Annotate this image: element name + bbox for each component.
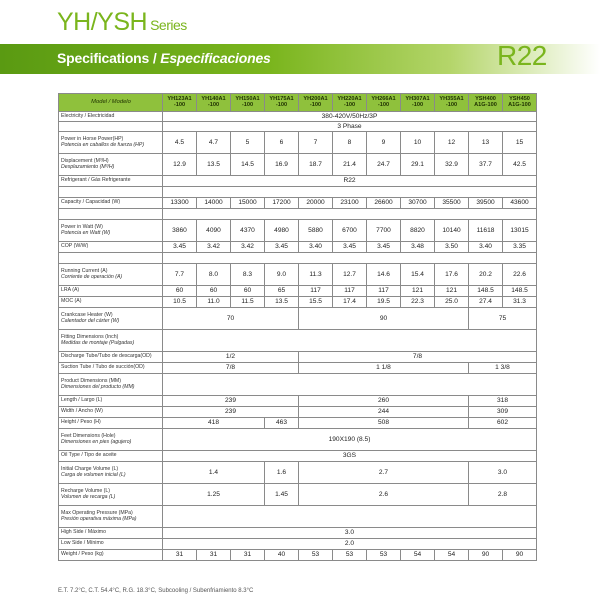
row-label-cell — [59, 308, 163, 330]
value-cell: 20.2 — [469, 264, 503, 286]
row-label-es: Corriente de operación (A) — [61, 273, 123, 280]
value-cell: 2.6 — [299, 484, 469, 506]
value-cell: 318 — [469, 396, 537, 407]
row-label: COP (W/W) — [61, 243, 89, 250]
row-label-cell — [59, 451, 163, 462]
value-cell: 12 — [435, 132, 469, 154]
table-row — [59, 198, 537, 209]
row-label-cell — [59, 112, 163, 122]
value-cell: 3.48 — [401, 242, 435, 253]
model-header-cell — [367, 94, 401, 112]
value-cell: 10 — [401, 132, 435, 154]
value-cell: 3.42 — [231, 242, 265, 253]
value-cell: 9 — [367, 132, 401, 154]
value-cell: 13015 — [503, 220, 537, 242]
table-header-row — [59, 94, 537, 112]
footnote: E.T. 7.2°C, C.T. 54.4°C, R.G. 18.3°C, Subcooling / Subenfriamiento 8.3°C — [58, 588, 254, 594]
value-cell: 60 — [197, 286, 231, 297]
value-cell: 1 3/8 — [469, 363, 537, 374]
value-cell: 17.6 — [435, 264, 469, 286]
value-cell: 13300 — [163, 198, 197, 209]
row-label-cell — [59, 374, 163, 396]
row-label: Capacity / Capacidad (W) — [61, 199, 121, 206]
value-cell: 9.0 — [265, 264, 299, 286]
model-name-part: YH150A1 — [235, 95, 260, 102]
row-label-cell — [59, 187, 163, 198]
table-row — [59, 484, 537, 506]
value-cell: 11.3 — [299, 264, 333, 286]
value-cell — [163, 209, 537, 220]
row-label: Suction Tube / Tubo de succión(OD) — [61, 364, 145, 371]
value-cell: 4090 — [197, 220, 231, 242]
model-name-part: -100 — [343, 101, 356, 108]
row-label: Product Dimensions (MM) — [61, 377, 121, 384]
value-cell: 1.25 — [163, 484, 265, 506]
value-cell: 3.0 — [163, 528, 537, 539]
value-cell: 40 — [265, 550, 299, 561]
row-label: Power in Horse Power(HP) — [61, 135, 124, 142]
value-cell: 31 — [231, 550, 265, 561]
value-cell: 6 — [265, 132, 299, 154]
value-cell: 35500 — [435, 198, 469, 209]
value-cell: 32.9 — [435, 154, 469, 176]
value-cell: 7700 — [367, 220, 401, 242]
row-label-cell — [59, 209, 163, 220]
value-cell: 25.0 — [435, 297, 469, 308]
value-cell: 3.45 — [163, 242, 197, 253]
value-cell: 39500 — [469, 198, 503, 209]
value-cell: 3.45 — [367, 242, 401, 253]
value-cell: 418 — [163, 418, 265, 429]
value-cell: 15 — [503, 132, 537, 154]
value-cell: 5880 — [299, 220, 333, 242]
value-cell: R22 — [163, 176, 537, 187]
value-cell: 4980 — [265, 220, 299, 242]
table-row — [59, 363, 537, 374]
model-name-part: -100 — [309, 101, 322, 108]
brand-name: YH/YSH — [57, 8, 148, 36]
model-name-part: -100 — [207, 101, 220, 108]
row-label-es: Presión operativa máxima (MPa) — [61, 515, 137, 522]
value-cell: 148.5 — [503, 286, 537, 297]
row-label-cell — [59, 506, 163, 528]
value-cell: 3GS — [163, 451, 537, 462]
value-cell — [163, 253, 537, 264]
value-cell: 10.5 — [163, 297, 197, 308]
model-header-cell — [231, 94, 265, 112]
row-label-cell — [59, 132, 163, 154]
row-label-cell — [59, 330, 163, 352]
value-cell: 1.6 — [265, 462, 299, 484]
value-cell: 12.7 — [333, 264, 367, 286]
row-label: High Side / Máximo — [61, 529, 106, 536]
value-cell: 14000 — [197, 198, 231, 209]
value-cell: 117 — [367, 286, 401, 297]
value-cell: 7.7 — [163, 264, 197, 286]
value-cell: 3.40 — [469, 242, 503, 253]
value-cell: 15000 — [231, 198, 265, 209]
model-name-part: YH175A1 — [269, 95, 294, 102]
model-name-part: -100 — [377, 101, 390, 108]
value-cell: 1.4 — [163, 462, 265, 484]
value-cell: 37.7 — [469, 154, 503, 176]
row-label-cell — [59, 242, 163, 253]
value-cell: 14.6 — [367, 264, 401, 286]
row-label-cell — [59, 484, 163, 506]
row-label-cell — [59, 429, 163, 451]
value-cell: 3.45 — [265, 242, 299, 253]
model-name-part: YSH450 — [509, 95, 530, 102]
value-cell: 90 — [503, 550, 537, 561]
value-cell: 463 — [265, 418, 299, 429]
model-name-part: YH140A1 — [201, 95, 226, 102]
value-cell: 3.42 — [197, 242, 231, 253]
row-label: Weight / Peso (kg) — [61, 551, 104, 558]
model-name-part: YH123A1 — [167, 95, 192, 102]
value-cell: 11618 — [469, 220, 503, 242]
value-cell: 21.4 — [333, 154, 367, 176]
banner-title-es: Especificaciones — [160, 50, 271, 66]
value-cell — [163, 187, 537, 198]
row-label: Feet Dimensions (Hole) — [61, 432, 116, 439]
value-cell — [163, 330, 537, 352]
value-cell: 60 — [231, 286, 265, 297]
value-cell: 121 — [401, 286, 435, 297]
row-label-es: Calentador del cárter (W) — [61, 317, 120, 324]
row-label: Low Side / Mínimo — [61, 540, 104, 547]
value-cell: 31 — [197, 550, 231, 561]
value-cell: 3 Phase — [163, 122, 537, 132]
value-cell: 53 — [299, 550, 333, 561]
model-header-cell — [197, 94, 231, 112]
value-cell: 3.35 — [503, 242, 537, 253]
value-cell: 239 — [163, 396, 299, 407]
value-cell: 1 1/8 — [299, 363, 469, 374]
model-name-part: YH200A1 — [303, 95, 328, 102]
model-name-part: YH307A1 — [405, 95, 430, 102]
table-row — [59, 154, 537, 176]
table-row — [59, 253, 537, 264]
value-cell: 3.45 — [333, 242, 367, 253]
model-header-cell — [435, 94, 469, 112]
model-name-part: -100 — [173, 101, 186, 108]
value-cell: 65 — [265, 286, 299, 297]
model-name-part: A1G-100 — [474, 101, 497, 108]
row-label-es: Dimensiones en pies (agujero) — [61, 438, 132, 445]
row-label: LRA (A) — [61, 287, 80, 294]
value-cell: 17.4 — [333, 297, 367, 308]
row-label-cell — [59, 122, 163, 132]
value-cell: 8.3 — [231, 264, 265, 286]
value-cell: 3.40 — [299, 242, 333, 253]
row-label-es: Potencia en Watt (W) — [61, 229, 111, 236]
value-cell: 117 — [299, 286, 333, 297]
value-cell: 2.8 — [469, 484, 537, 506]
value-cell: 8.0 — [197, 264, 231, 286]
table-row — [59, 528, 537, 539]
row-label: Displacement (M³/H) — [61, 157, 109, 164]
row-label-es: Desplazamiento (M³/H) — [61, 163, 115, 170]
model-header-cell — [265, 94, 299, 112]
model-name-part: -100 — [241, 101, 254, 108]
model-header-cell — [299, 94, 333, 112]
model-header-cell — [163, 94, 197, 112]
row-label-cell — [59, 528, 163, 539]
row-label: Running Current (A) — [61, 267, 108, 274]
value-cell — [163, 506, 537, 528]
table-row — [59, 264, 537, 286]
row-label-cell — [59, 264, 163, 286]
value-cell: 309 — [469, 407, 537, 418]
row-label: Crankcase Heater (W) — [61, 311, 113, 318]
table-row — [59, 352, 537, 363]
value-cell — [163, 374, 537, 396]
refrigerant-tag: R22 — [497, 40, 547, 71]
value-cell: 239 — [163, 407, 299, 418]
value-cell: 43600 — [503, 198, 537, 209]
row-label: Recharge Volume (L) — [61, 487, 111, 494]
table-row — [59, 550, 537, 561]
table-row — [59, 451, 537, 462]
row-label-cell — [59, 297, 163, 308]
value-cell: 7/8 — [163, 363, 299, 374]
row-label-cell — [59, 198, 163, 209]
value-cell: 54 — [435, 550, 469, 561]
value-cell: 75 — [469, 308, 537, 330]
value-cell: 508 — [299, 418, 469, 429]
row-label-es: Carga de volumen inicial (L) — [61, 471, 126, 478]
row-label-cell — [59, 550, 163, 561]
table-row — [59, 297, 537, 308]
table-row — [59, 330, 537, 352]
value-cell: 3.0 — [469, 462, 537, 484]
value-cell: 8820 — [401, 220, 435, 242]
model-name-part: A1G-100 — [508, 101, 531, 108]
row-label-cell — [59, 396, 163, 407]
value-cell: 1.45 — [265, 484, 299, 506]
value-cell: 53 — [333, 550, 367, 561]
table-row — [59, 112, 537, 122]
table-row — [59, 396, 537, 407]
value-cell: 380-420V/50Hz/3P — [163, 112, 537, 122]
table-row — [59, 462, 537, 484]
row-label: MOC (A) — [61, 298, 82, 305]
row-label-cell — [59, 352, 163, 363]
value-cell: 13.5 — [265, 297, 299, 308]
value-cell: 5 — [231, 132, 265, 154]
model-name-part: YH266A1 — [371, 95, 396, 102]
value-cell: 60 — [163, 286, 197, 297]
row-label: Max Operating Pressure (MPa) — [61, 509, 133, 516]
value-cell: 23100 — [333, 198, 367, 209]
header-label-cell: Model / Modelo — [59, 94, 163, 112]
model-name-part: -100 — [445, 101, 458, 108]
value-cell: 121 — [435, 286, 469, 297]
value-cell: 31 — [163, 550, 197, 561]
table-row — [59, 122, 537, 132]
row-label-cell — [59, 253, 163, 264]
series-title — [57, 8, 187, 37]
banner-title-sep: / — [149, 50, 161, 66]
value-cell: 190X190 (8.5) — [163, 429, 537, 451]
value-cell: 42.5 — [503, 154, 537, 176]
value-cell: 10140 — [435, 220, 469, 242]
value-cell: 7/8 — [299, 352, 537, 363]
value-cell: 2.7 — [299, 462, 469, 484]
value-cell: 13 — [469, 132, 503, 154]
value-cell: 244 — [299, 407, 469, 418]
table-row — [59, 506, 537, 528]
row-label-cell — [59, 363, 163, 374]
value-cell: 4.7 — [197, 132, 231, 154]
row-label: Refrigerant / Gás Refrigerante — [61, 177, 131, 184]
value-cell: 18.7 — [299, 154, 333, 176]
table-row — [59, 176, 537, 187]
row-label-es: Medidas de montaje (Pulgadas) — [61, 339, 135, 346]
value-cell: 1/2 — [163, 352, 299, 363]
value-cell: 15.5 — [299, 297, 333, 308]
value-cell: 8 — [333, 132, 367, 154]
row-label-es: Volumen de recarga (L) — [61, 493, 116, 500]
specifications-table — [58, 93, 537, 561]
value-cell: 12.9 — [163, 154, 197, 176]
row-label: Power in Watt (W) — [61, 223, 103, 230]
model-name-part: YSH400 — [475, 95, 496, 102]
model-name-part: YH220A1 — [337, 95, 362, 102]
value-cell: 70 — [163, 308, 299, 330]
value-cell: 53 — [367, 550, 401, 561]
value-cell: 3.50 — [435, 242, 469, 253]
value-cell: 90 — [469, 550, 503, 561]
model-header-cell — [469, 94, 503, 112]
table-row — [59, 429, 537, 451]
value-cell: 15.4 — [401, 264, 435, 286]
banner-title — [57, 50, 271, 66]
value-cell: 24.7 — [367, 154, 401, 176]
table-row — [59, 132, 537, 154]
value-cell: 54 — [401, 550, 435, 561]
value-cell: 7 — [299, 132, 333, 154]
row-label-cell — [59, 462, 163, 484]
model-header-cell — [401, 94, 435, 112]
row-label-cell — [59, 220, 163, 242]
model-name-part: YH355A1 — [439, 95, 464, 102]
row-label-cell — [59, 286, 163, 297]
value-cell: 90 — [299, 308, 469, 330]
model-name-part: -100 — [411, 101, 424, 108]
table-row — [59, 220, 537, 242]
model-name-part: -100 — [275, 101, 288, 108]
value-cell: 26600 — [367, 198, 401, 209]
table-row — [59, 418, 537, 429]
value-cell: 6700 — [333, 220, 367, 242]
row-label-cell — [59, 176, 163, 187]
value-cell: 4370 — [231, 220, 265, 242]
table-row — [59, 187, 537, 198]
table-row — [59, 407, 537, 418]
row-label-cell — [59, 418, 163, 429]
value-cell: 260 — [299, 396, 469, 407]
model-header-cell — [333, 94, 367, 112]
row-label-es: Potencia en caballos de fuerza (HP) — [61, 141, 145, 148]
value-cell: 117 — [333, 286, 367, 297]
table-row — [59, 286, 537, 297]
value-cell: 13.5 — [197, 154, 231, 176]
value-cell: 11.5 — [231, 297, 265, 308]
value-cell: 11.0 — [197, 297, 231, 308]
value-cell: 20000 — [299, 198, 333, 209]
value-cell: 4.5 — [163, 132, 197, 154]
row-label: Fitting Dimensions (Inch) — [61, 333, 119, 340]
table-row — [59, 209, 537, 220]
value-cell: 602 — [469, 418, 537, 429]
row-label-cell — [59, 539, 163, 550]
value-cell: 148.5 — [469, 286, 503, 297]
table-row — [59, 539, 537, 550]
table-row — [59, 308, 537, 330]
value-cell: 3860 — [163, 220, 197, 242]
series-word: Series — [150, 17, 187, 33]
row-label: Electricity / Electricidad — [61, 112, 115, 119]
model-header-cell — [503, 94, 537, 112]
value-cell: 14.5 — [231, 154, 265, 176]
value-cell: 27.4 — [469, 297, 503, 308]
row-label: Oil Type / Tipo de aceite — [61, 452, 117, 459]
row-label: Discharge Tube/Tubo de descarga(OD) — [61, 353, 152, 360]
value-cell: 31.3 — [503, 297, 537, 308]
row-label-cell — [59, 154, 163, 176]
value-cell: 16.9 — [265, 154, 299, 176]
value-cell: 22.6 — [503, 264, 537, 286]
row-label: Height / Peso (H) — [61, 419, 101, 426]
value-cell: 22.3 — [401, 297, 435, 308]
row-label-es: Dimensiones del producto (MM) — [61, 383, 135, 390]
row-label-cell — [59, 407, 163, 418]
value-cell: 19.5 — [367, 297, 401, 308]
value-cell: 29.1 — [401, 154, 435, 176]
row-label: Width / Ancho (W) — [61, 408, 103, 415]
row-label: Initial Charge Volume (L) — [61, 465, 119, 472]
banner-title-en: Specifications — [57, 50, 150, 66]
table-row — [59, 242, 537, 253]
value-cell: 30700 — [401, 198, 435, 209]
value-cell: 17200 — [265, 198, 299, 209]
value-cell: 2.0 — [163, 539, 537, 550]
row-label: Length / Largo (L) — [61, 397, 103, 404]
table-row — [59, 374, 537, 396]
